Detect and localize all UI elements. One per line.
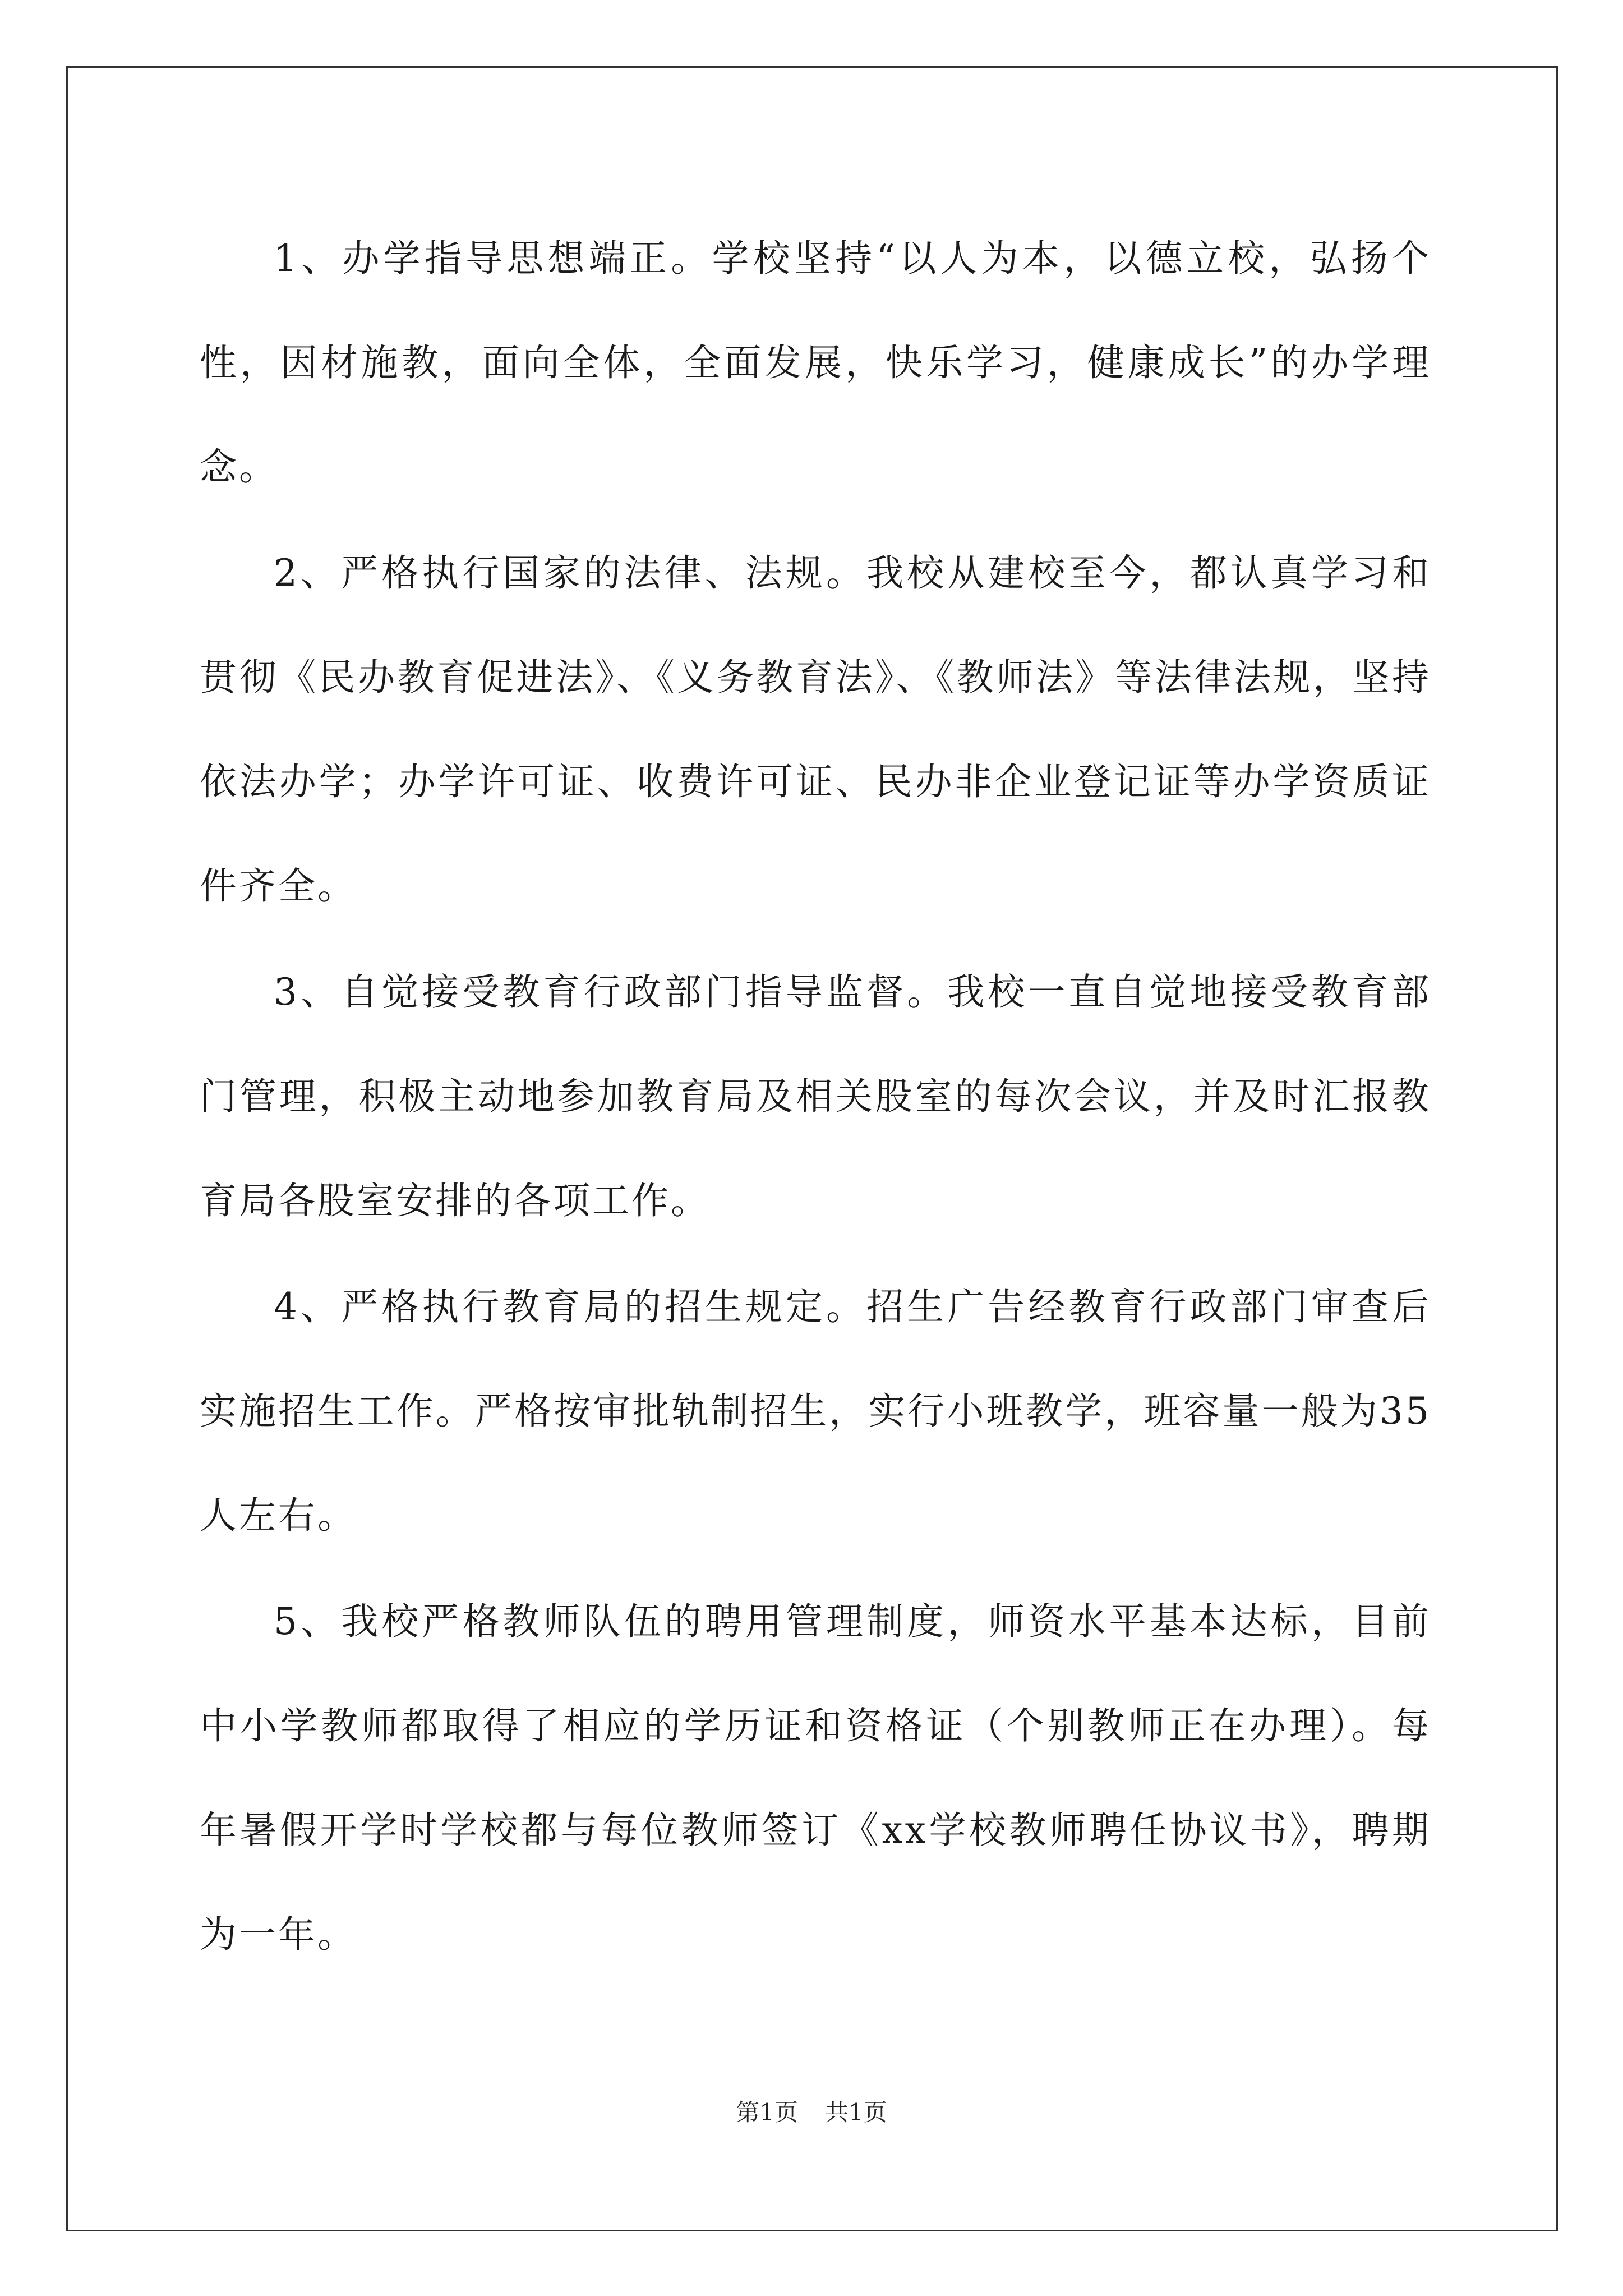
paragraph-5: 5、我校严格教师队伍的聘用管理制度，师资水平基本达标，目前中小学教师都取得了相应的学历证和资格证（个别教师正在办理）。每年暑假开学时学校都与每位教师签订《xx学校教师聘任协议书》，聘期为一年。 bbox=[200, 1600, 1431, 1956]
page-number-total: 共1页 bbox=[825, 2099, 887, 2126]
paragraph-1: 1、办学指导思想端正。学校坚持“以人为本，以德立校，弘扬个性，因材施教，面向全体，全面发展，快乐学习，健康成长”的办学理念。 bbox=[200, 237, 1431, 489]
page-footer bbox=[0, 2096, 1623, 2129]
document-body bbox=[200, 206, 1431, 1989]
page-number-current: 第1页 bbox=[736, 2099, 798, 2126]
paragraph-4: 4、严格执行教育局的招生规定。招生广告经教育行政部门审查后实施招生工作。严格按审批轨制招生，实行小班教学，班容量一般为35人左右。 bbox=[200, 1285, 1431, 1537]
paragraph-3: 3、自觉接受教育行政部门指导监督。我校一直自觉地接受教育部门管理，积极主动地参加教育局及相关股室的每次会议，并及时汇报教育局各股室安排的各项工作。 bbox=[200, 970, 1431, 1222]
paragraph-2: 2、严格执行国家的法律、法规。我校从建校至今，都认真学习和贯彻《民办教育促进法》、《义务教育法》、《教师法》等法律法规，坚持依法办学；办学许可证、收费许可证、民办非企业登记证等办学资质证件齐全。 bbox=[200, 551, 1431, 908]
